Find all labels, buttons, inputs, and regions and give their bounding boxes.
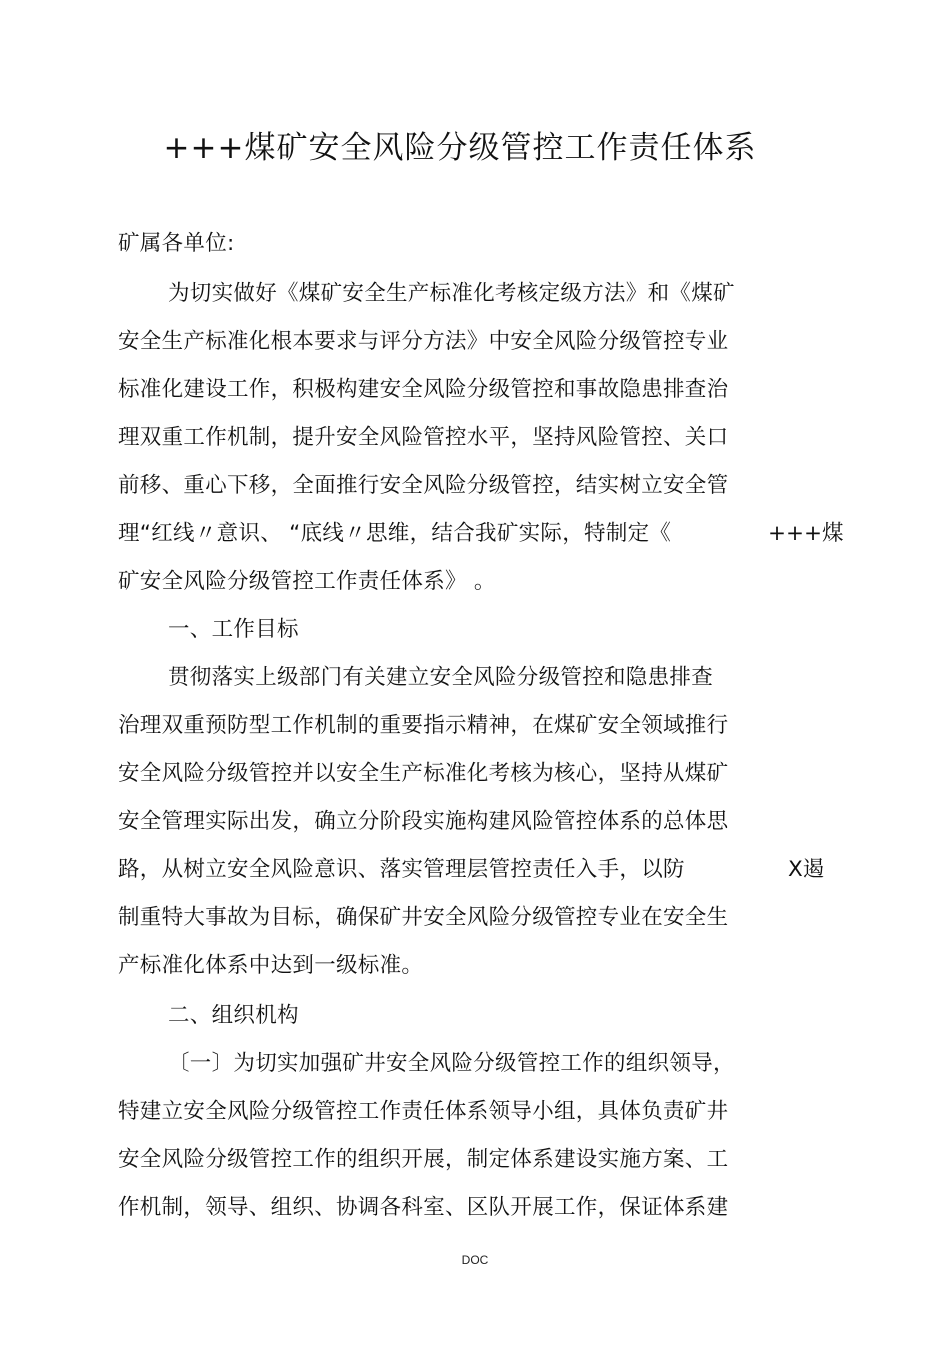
paragraph-line: 路，从树立安全风险意识、落实管理层管控责任入手，以防 — [118, 857, 685, 882]
paragraph-line: 理“红线〃意识、 “底线〃思维，结合我矿实际，特制定《 — [118, 521, 672, 546]
paragraph-line: 贯彻落实上级部门有关建立安全风险分级管控和隐患排查 — [168, 665, 714, 690]
paragraph-line: 制重特大事故为目标，确保矿井安全风险分级管控专业在安全生 — [118, 905, 729, 930]
paragraph-line: 为切实做好《煤矿安全生产标准化考核定级方法》和《煤矿 — [168, 281, 735, 306]
paragraph-line-end-fragment: X遏 — [788, 857, 825, 882]
paragraph-line: 安全风险分级管控并以安全生产标准化考核为核心，坚持从煤矿 — [118, 761, 729, 786]
paragraph-line: 产标准化体系中达到一级标准。 — [118, 953, 424, 978]
paragraph-line: 理双重工作机制，提升安全风险管控水平，坚持风险管控、关口 — [118, 425, 729, 450]
paragraph-line: 矿安全风险分级管控工作责任体系》 。 — [118, 569, 496, 594]
paragraph-line: 特建立安全风险分级管控工作责任体系领导小组，具体负责矿井 — [118, 1099, 729, 1124]
paragraph-line: 治理双重预防型工作机制的重要指示精神，在煤矿安全领域推行 — [118, 713, 729, 738]
paragraph-line: 安全生产标准化根本要求与评分方法》中安全风险分级管控专业 — [118, 329, 729, 354]
section-heading-organization: 二、组织机构 — [168, 1003, 299, 1028]
paragraph-line: 前移、重心下移，全面推行安全风险分级管控，结实树立安全管 — [118, 473, 729, 498]
page-footer: DOC — [461, 1253, 489, 1267]
salutation: 矿属各单位: — [118, 231, 235, 256]
section-heading-goals: 一、工作目标 — [168, 617, 299, 642]
paragraph-line: 安全风险分级管控工作的组织开展，制定体系建设实施方案、工 — [118, 1147, 729, 1172]
paragraph-line: 〔一〕为切实加强矿井安全风险分级管控工作的组织领导， — [168, 1051, 735, 1076]
document-title: +++煤矿安全风险分级管控工作责任体系 — [163, 130, 757, 166]
paragraph-line: 作机制，领导、组织、协调各科室、区队开展工作，保证体系建 — [118, 1195, 729, 1220]
paragraph-line: 安全管理实际出发，确立分阶段实施构建风险管控体系的总体思 — [118, 809, 729, 834]
paragraph-line-end-fragment: +++煤 — [768, 521, 844, 546]
paragraph-line: 标准化建设工作，积极构建安全风险分级管控和事故隐患排查治 — [118, 377, 729, 402]
